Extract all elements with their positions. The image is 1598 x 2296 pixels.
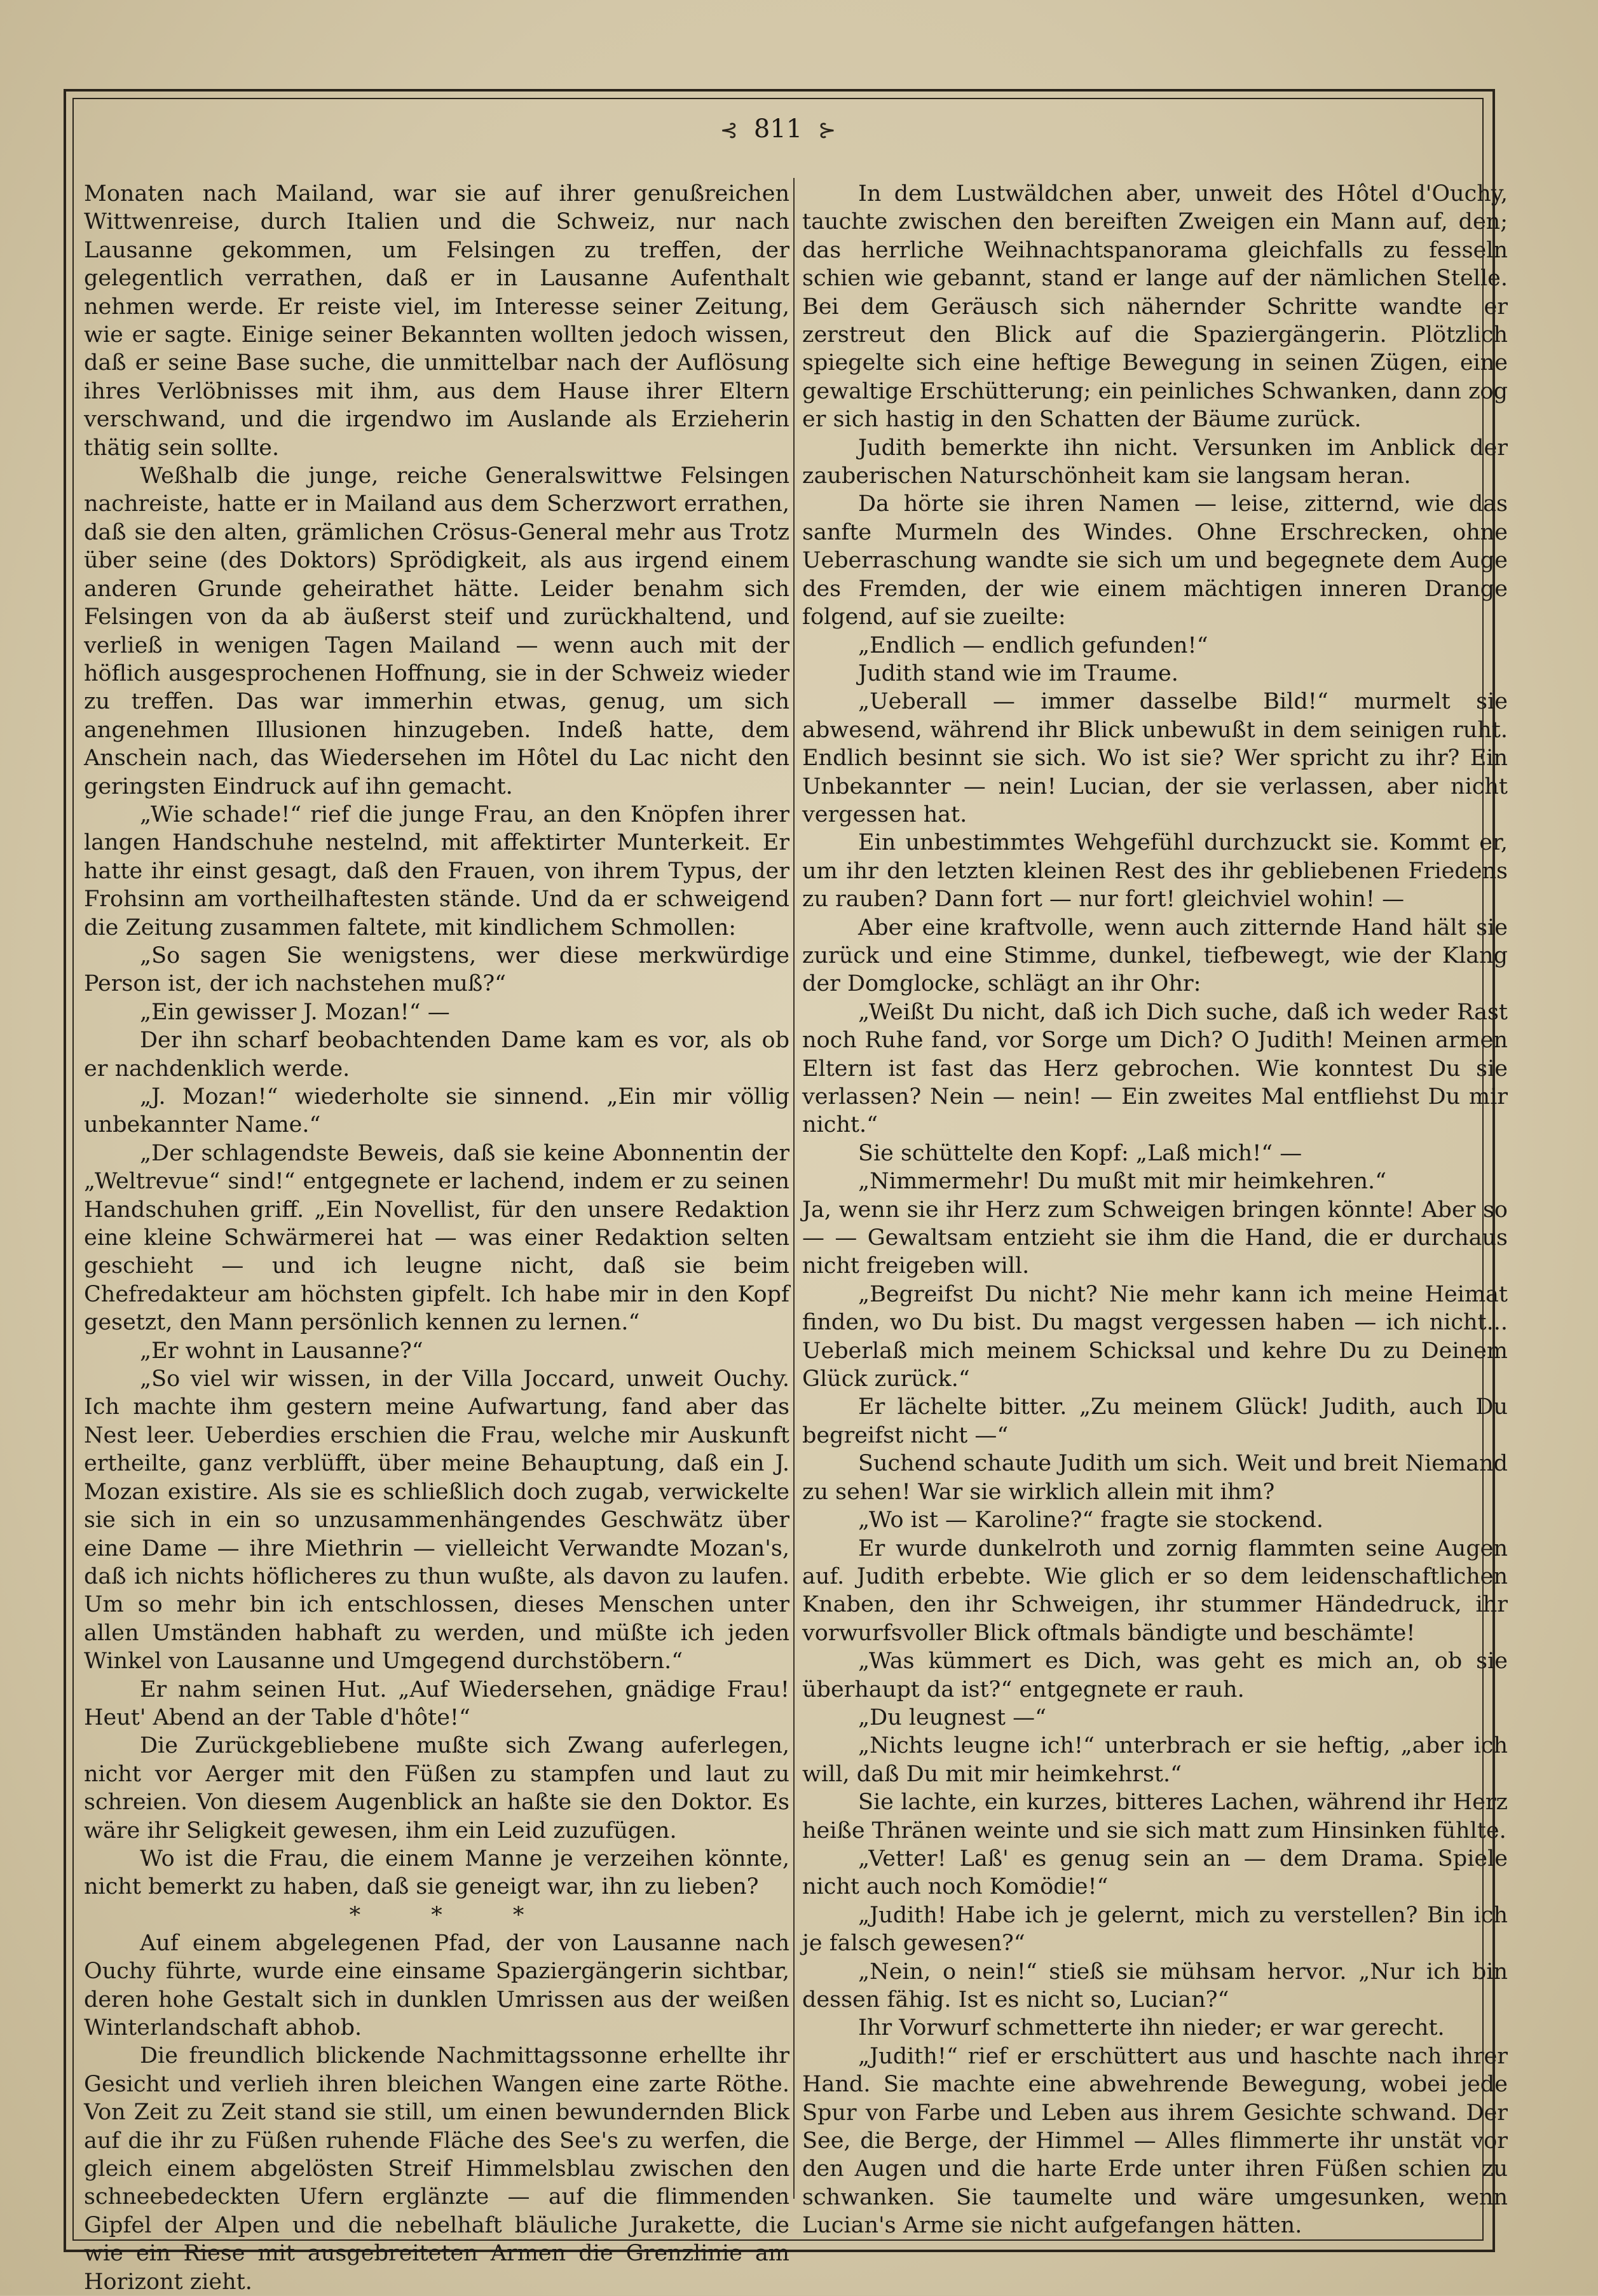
paragraph: „So sagen Sie wenigstens, wer diese merkwürdige Person ist, der ich nachstehen muß?“ [84, 942, 789, 997]
paragraph: Da hörte sie ihren Namen — leise, zitternd, wie das sanfte Murmeln des Windes. Ohne Erschrecken, ohne Ueberraschung wandte sie sich um und begegnete dem Auge des Fremden, der wie einem mächtigen inneren Drange folgend, auf sie zueilte: [802, 491, 1508, 630]
paragraph: Ihr Vorwurf schmetterte ihn nieder; er war gerecht. [858, 2015, 1445, 2041]
left-column [84, 180, 789, 2296]
paragraph: Monaten nach Mailand, war sie auf ihrer genußreichen Wittwenreise, durch Italien und die Schweiz, nur nach Lausanne gekommen, um Felsingen zu treffen, der gelegentlich verrathen, daß er in Lausanne Aufenthalt nehmen werde. Er reiste viel, im Interesse seiner Zeitung, wie er sagte. Einige seiner Bekannten wollten jedoch wissen, daß er seine Base suche, die unmittelbar nach der Auflösung ihres Verlöbnisses mit ihm, aus dem Hause ihrer Eltern verschwand, und die irgendwo im Auslande als Erzieherin thätig sein sollte. [84, 181, 789, 461]
paragraph: Er lächelte bitter. „Zu meinem Glück! Judith, auch Du begreifst nicht —“ [802, 1394, 1508, 1448]
column-divider [793, 178, 795, 2199]
paragraph: Ja, wenn sie ihr Herz zum Schweigen bringen könnte! Aber so — — Gewaltsam entzieht sie ihm die Hand, die er durchaus nicht freigeben will. [802, 1197, 1508, 1279]
paragraph: Er nahm seinen Hut. „Auf Wiedersehen, gnädige Frau! Heut' Abend an der Table d'hôte!“ [84, 1676, 789, 1730]
paragraph: „Wo ist — Karoline?“ fragte sie stockend. [858, 1507, 1323, 1533]
paragraph: „Judith!“ rief er erschüttert aus und haschte nach ihrer Hand. Sie machte eine abwehrende Bewegung, wobei jede Spur von Farbe und Leben aus ihrem Gesichte schwand. Der See, die Berge, der Himmel — Alles flimmerte ihr unstät vor den Augen und die harte Erde unter ihren Füßen schien zu schwanken. Sie taumelte und wäre umgesunken, wenn Lucian's Arme sie nicht aufgefangen hätten. [802, 2043, 1508, 2239]
paragraph: Der ihn scharf beobachtenden Dame kam es vor, als ob er nachdenklich werde. [84, 1028, 789, 1082]
paragraph: Auf einem abgelegenen Pfad, der von Lausanne nach Ouchy führte, wurde eine einsame Spaziergängerin sichtbar, deren hohe Gestalt sich in dunklen Umrissen aus der weißen Winterlandschaft abhob. [84, 1930, 789, 2041]
paragraph: „Was kümmert es Dich, was geht es mich an, ob sie überhaupt da ist?“ entgegnete er rauh. [802, 1648, 1508, 1702]
paragraph: Die freundlich blickende Nachmittagssonne erhellte ihr Gesicht und verlieh ihren bleichen Wangen eine zarte Röthe. Von Zeit zu Zeit stand sie still, um einen bewundernden Blick auf die ihr zu Füßen ruhende Fläche des See's zu werfen, die gleich einem abgelösten Streif Himmelsblau zwischen den schneebedeckten Ufern erglänzte — auf die flimmenden Gipfel der Alpen und die nebelhaft bläuliche Jurakette, die wie ein Riese mit ausgebreiteten Armen die Grenzlinie am Horizont zieht. [84, 2043, 789, 2295]
right-column [802, 180, 1508, 2240]
paragraph: „Nimmermehr! Du mußt mit mir heimkehren.“ [858, 1169, 1387, 1195]
ornament-right: ⊱ [817, 118, 837, 143]
paragraph: „Nein, o nein!“ stieß sie mühsam hervor. „Nur ich bin dessen fähig. Ist es nicht so, Lucian?“ [802, 1959, 1508, 2013]
paragraph: „Weißt Du nicht, daß ich Dich suche, daß ich weder Rast noch Ruhe fand, vor Sorge um Dich? O Judith! Meinen armen Eltern ist fast das Herz gebrochen. Wie konntest Du sie verlassen? Nein — nein! — Ein zweites Mal entfliehst Du mir nicht.“ [802, 999, 1508, 1138]
paragraph: Sie lachte, ein kurzes, bitteres Lachen, während ihr Herz heiße Thränen weinte und sie sich matt zum Hinsinken fühlte. [802, 1790, 1508, 1844]
paragraph: „Du leugnest —“ [858, 1704, 1047, 1730]
page-header [72, 113, 1484, 149]
paragraph: „Er wohnt in Lausanne?“ [140, 1338, 423, 1364]
paragraph: „Nichts leugne ich!“ unterbrach er sie heftig, „aber ich will, daß Du mit mir heimkehrst.“ [802, 1733, 1508, 1787]
paragraph: Weßhalb die junge, reiche Generalswittwe Felsingen nachreiste, hatte er in Mailand aus dem Scherzwort errathen, daß sie den alten, grämlichen Crösus-General mehr aus Trotz über seine (des Doktors) Sprödigkeit, als aus irgend einem anderen Grunde geheirathet hätte. Leider benahm sich Felsingen von da ab äußerst steif und zurückhaltend, und verließ in wenigen Tagen Mailand — wenn auch mit der höflich ausgesprochenen Hoffnung, sie in der Schweiz wieder zu treffen. Das war immerhin etwas, genug, um sich angenehmen Illusionen hinzugeben. Indeß hatte, dem Anschein nach, das Wiedersehen im Hôtel du Lac nicht den geringsten Eindruck auf ihn gemacht. [84, 463, 789, 799]
paragraph: Er wurde dunkelroth und zornig flammten seine Augen auf. Judith erbebte. Wie glich er so dem leidenschaftlichen Knaben, den ihr Schweigen, ihr stummer Händedruck, ihr vorwurfsvoller Blick oftmals bändigte und beschämte! [802, 1535, 1508, 1646]
paragraph: Sie schüttelte den Kopf: „Laß mich!“ — [858, 1140, 1302, 1166]
paragraph: Aber eine kraftvolle, wenn auch zitternde Hand hält sie zurück und eine Stimme, dunkel, tiefbewegt, wie der Klang der Domglocke, schlägt an ihr Ohr: [802, 914, 1508, 997]
paragraph: „Vetter! Laß' es genug sein an — dem Drama. Spiele nicht auch noch Komödie!“ [802, 1845, 1508, 1900]
paragraph: „Endlich — endlich gefunden!“ [858, 632, 1208, 658]
paragraph: Judith bemerkte ihn nicht. Versunken im Anblick der zauberischen Naturschönheit kam sie langsam heran. [802, 435, 1508, 489]
paragraph: „Ueberall — immer dasselbe Bild!“ murmelt sie abwesend, während ihr Blick unbewußt in dem seinigen ruht. Endlich besinnt sie sich. Wo ist sie? Wer spricht zu ihr? Ein Unbekannter — nein! Lucian, der sie verlassen, aber nicht vergessen hat. [802, 689, 1508, 827]
section-separator: * * * [349, 1902, 524, 1928]
paragraph: „So viel wir wissen, in der Villa Joccard, unweit Ouchy. Ich machte ihm gestern meine Aufwartung, fand aber das Nest leer. Ueberdies erschien die Frau, welche mir Auskunft ertheilte, ganz verblüfft, über meine Behauptung, daß ein J. Mozan existire. Als sie es schließlich doch zugab, verwickelte sie sich in ein so unzusammenhängendes Geschwätz über eine Dame — ihre Miethrin — vielleicht Verwandte Mozan's, daß ich nichts höflicheres zu thun wußte, als davon zu laufen. Um so mehr bin ich entschlossen, dieses Menschen unter allen Umständen habhaft zu werden, und müßte ich jeden Winkel von Lausanne und Umgegend durchstöbern.“ [84, 1366, 789, 1674]
paragraph: Die Zurückgebliebene mußte sich Zwang auferlegen, nicht vor Aerger mit den Füßen zu stampfen und laut zu schreien. Von diesem Augenblick an haßte sie den Doktor. Es wäre ihr Seligkeit gewesen, ihm ein Leid zuzufügen. [84, 1733, 789, 1844]
paragraph: Ein unbestimmtes Wehgefühl durchzuckt sie. Kommt er, um ihr den letzten kleinen Rest des ihr gebliebenen Friedens zu rauben? Dann fort — nur fort! gleichviel wohin! — [802, 830, 1508, 913]
paragraph: „J. Mozan!“ wiederholte sie sinnend. „Ein mir völlig unbekannter Name.“ [84, 1084, 789, 1138]
paragraph: „Der schlagendste Beweis, daß sie keine Abonnentin der „Weltrevue“ sind!“ entgegnete er lachend, indem er zu seinen Handschuhen griff. „Ein Novellist, für den unsere Redaktion eine kleine Schwärmerei hat — was einer Redaktion selten geschieht — und ich leugne nicht, daß sie beim Chefredakteur am höchsten gipfelt. Ich habe mir in den Kopf gesetzt, den Mann persönlich kennen zu lernen.“ [84, 1140, 789, 1336]
paragraph: „Begreifst Du nicht? Nie mehr kann ich meine Heimat finden, wo Du bist. Du magst vergessen haben — ich nicht... Ueberlaß mich meinem Schicksal und kehre Du zu Deinem Glück zurück.“ [802, 1281, 1508, 1392]
ornament-left: ⊰ [720, 118, 739, 143]
paragraph: Judith stand wie im Traume. [858, 660, 1178, 686]
paragraph: Suchend schaute Judith um sich. Weit und breit Niemand zu sehen! War sie wirklich allein mit ihm? [802, 1451, 1508, 1505]
paragraph: „Ein gewisser J. Mozan!“ — [140, 999, 450, 1025]
paragraph: In dem Lustwäldchen aber, unweit des Hôtel d'Ouchy, tauchte zwischen den bereiften Zweigen ein Mann auf, den; das herrliche Weihnachtspanorama gleichfalls zu fesseln schien wie gebannt, stand er lange auf der nämlichen Stelle. Bei dem Geräusch sich nähernder Schritte wandte er zerstreut den Blick auf die Spaziergängerin. Plötzlich spiegelte sich eine heftige Bewegung in seinen Zügen, eine gewaltige Erschütterung; ein peinliches Schwanken, dann zog er sich hastig in den Schatten der Bäume zurück. [802, 181, 1508, 433]
page-number: 811 [753, 114, 803, 144]
paragraph: Wo ist die Frau, die einem Manne je verzeihen könnte, nicht bemerkt zu haben, daß sie geneigt war, ihn zu lieben? [84, 1845, 789, 1900]
paragraph: „Wie schade!“ rief die junge Frau, an den Knöpfen ihrer langen Handschuhe nestelnd, mit affektirter Munterkeit. Er hatte ihr einst gesagt, daß den Frauen, von ihrem Typus, der Frohsinn am vortheilhaftesten stände. Und da er schweigend die Zeitung zusammen faltete, mit kindlichem Schmollen: [84, 801, 789, 941]
paragraph: „Judith! Habe ich je gelernt, mich zu verstellen? Bin ich je falsch gewesen?“ [802, 1902, 1508, 1957]
